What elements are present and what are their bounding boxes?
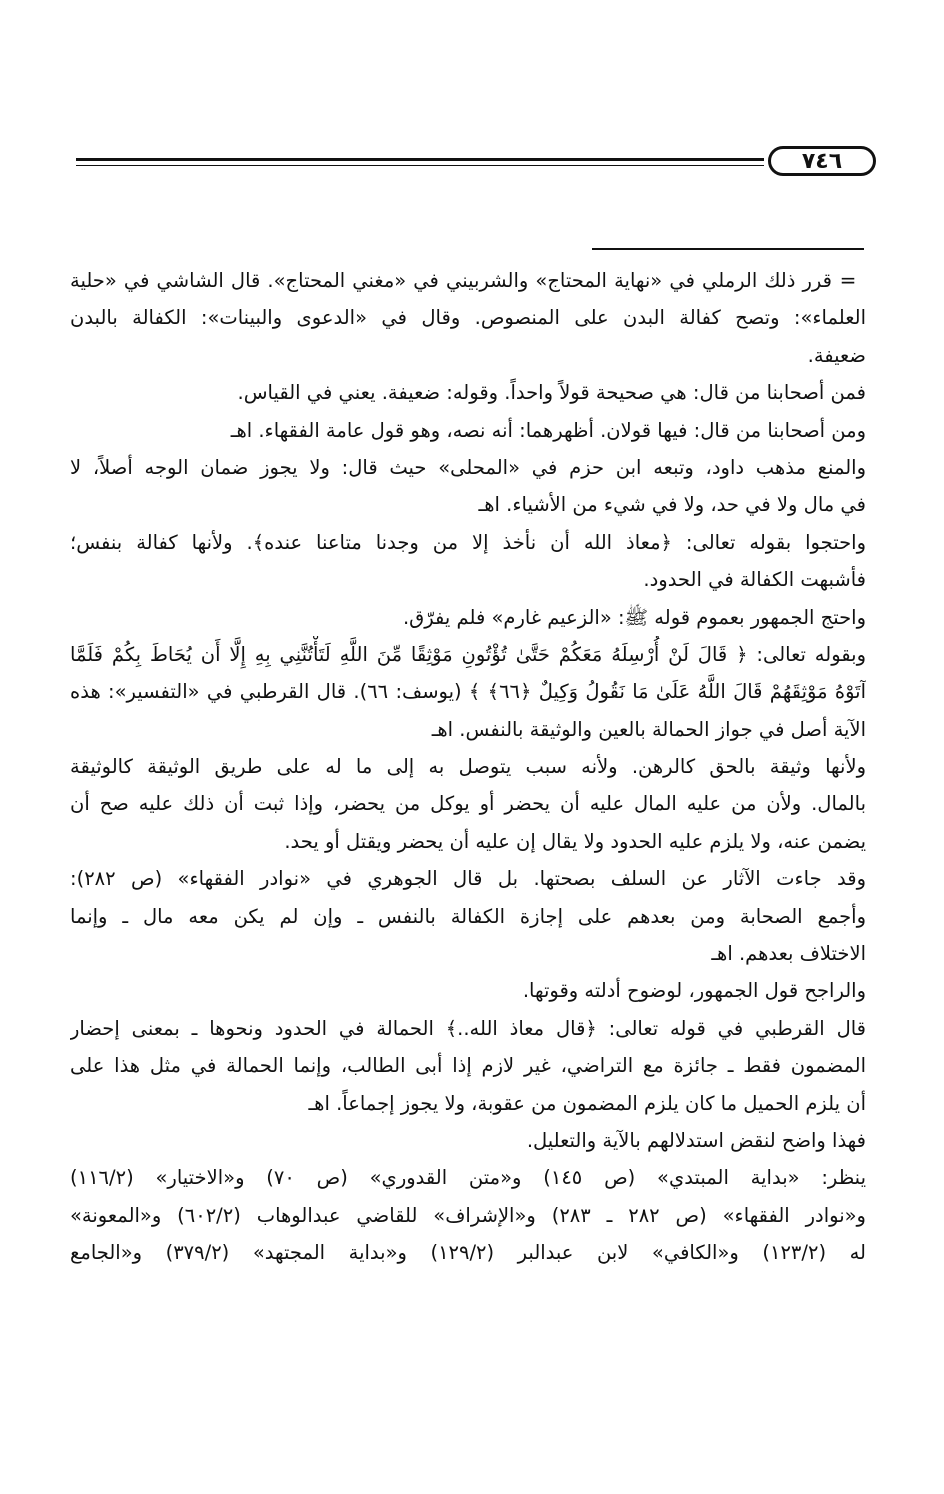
reference-line: له (١٢٣/٢) و«الكافي» لابن عبدالبر (١٢٩/٢) و«بداية المجتهد» (٣٧٩/٢) و«الجامع: [70, 1241, 866, 1265]
text-line: فهذا واضح لنقض استدلالهم بالآية والتعليل.: [526, 1128, 866, 1152]
text-line: الاختلاف بعدهم. اهـ: [711, 942, 866, 966]
text-line: وأجمع الصحابة ومن بعدهم على إجازة الكفالة بالنفس ـ وإن لم يكن معه مال ـ وإنما: [70, 904, 866, 928]
text-line: فأشبهت الكفالة في الحدود.: [643, 568, 866, 592]
text-line: العلماء»: وتصح كفالة البدن على المنصوص. وقال في «الدعوى والبينات»: الكفالة بالبدن: [70, 306, 866, 330]
text-line: ومن أصحابنا من قال: فيها قولان. أظهرهما: أنه نصه، وهو قول عامة الفقهاء. اهـ: [230, 418, 866, 442]
text-line: في مال ولا في حد، ولا في شيء من الأشياء. اهـ: [478, 493, 866, 517]
continuation-marker: =: [839, 268, 857, 292]
text-line: ضعيفة.: [807, 343, 866, 367]
text-line: قال القرطبي في قوله تعالى: ﴿قال معاذ الله..﴾ الحمالة في الحدود ونحوها ـ بمعنى إحضار: [70, 1016, 866, 1040]
text-line: والمنع مذهب داود، وتبعه ابن حزم في «المحلى» حيث قال: ولا يجوز ضمان الوجه أصلاً، لا: [70, 455, 866, 479]
text-line: أن يلزم الحميل ما كان يلزم المضمون من عقوبة، ولا يجوز إجماعاً. اهـ: [308, 1091, 866, 1115]
text-line: الآية أصل في جواز الحمالة بالعين والوثيقة بالنفس. اهـ: [431, 717, 866, 741]
page-number: ٧٤٦: [768, 146, 876, 176]
text-line: واحتجوا بقوله تعالى: ﴿معاذ الله أن نأخذ إلا من وجدنا متاعنا عنده﴾. ولأنها كفالة بنفس؛: [70, 530, 866, 554]
footnote-text: [70, 262, 866, 1272]
text-line: فمن أصحابنا من قال: هي صحيحة قولاً واحداً. وقوله: ضعيفة. يعني في القياس.: [237, 381, 866, 405]
text-line: والراجح قول الجمهور، لوضوح أدلته وقوتها.: [522, 979, 866, 1003]
reference-line: و«نوادر الفقهاء» (ص ٢٨٢ ـ ٢٨٣) و«الإشراف» للقاضي عبدالوهاب (٦٠٢/٢) و«المعونة»: [70, 1203, 866, 1227]
text-line: وقد جاءت الآثار عن السلف بصحتها. بل قال الجوهري في «نوادر الفقهاء» (ص ٢٨٢):: [70, 867, 866, 891]
header-rule-thick: [76, 158, 764, 161]
text-line: يضمن عنه، ولا يلزم عليه الحدود ولا يقال إن عليه أن يحضر ويقتل أو يحد.: [284, 829, 866, 853]
reference-line: ينظر: «بداية المبتدي» (ص ١٤٥) و«متن القدوري» (ص ٧٠) و«الاختيار» (١١٦/٢): [70, 1166, 866, 1190]
text-line: المضمون فقط ـ جائزة مع التراضي، غير لازم إذا أبى الطالب، وإنما الحمالة في مثل هذا على: [70, 1054, 866, 1078]
page-header: [76, 146, 876, 182]
quran-verse-line: وبقوله تعالى: ﴿ قَالَ لَنْ أُرْسِلَهُ مَعَكُمْ حَتَّىٰ تُؤْتُونِ مَوْثِقًا مِّنَ اللَّهِ لَتَأْتُنَّنِي بِهِ إِلَّا أَن يُحَاطَ بِكُمْ فَلَمَّا: [70, 642, 866, 666]
header-rule-thin: [76, 165, 764, 166]
footnote-separator: [592, 248, 864, 250]
quran-verse-line: آتَوْهُ مَوْثِقَهُمْ قَالَ اللَّهُ عَلَىٰ مَا نَقُولُ وَكِيلٌ ﴿٦٦﴾ ﴾ (يوسف: ٦٦). قال القرطبي في «التفسير»: هذه: [70, 680, 866, 704]
text-line: واحتج الجمهور بعموم قوله ﷺ: «الزعيم غارم» فلم يفرّق.: [402, 605, 866, 629]
text-line: قرر ذلك الرملي في «نهاية المحتاج» والشربيني في «مغني المحتاج». قال الشاشي في «حلية: [70, 269, 832, 292]
text-line: بالمال. ولأن من عليه المال عليه أن يحضر أو يوكل من يحضر، وإذا ثبت أن ذلك عليه صح أن: [70, 792, 866, 816]
text-line: ولأنها وثيقة بالحق كالرهن. ولأنه سبب يتوصل به إلى ما له على طريق الوثيقة كالوثيقة: [70, 755, 866, 779]
